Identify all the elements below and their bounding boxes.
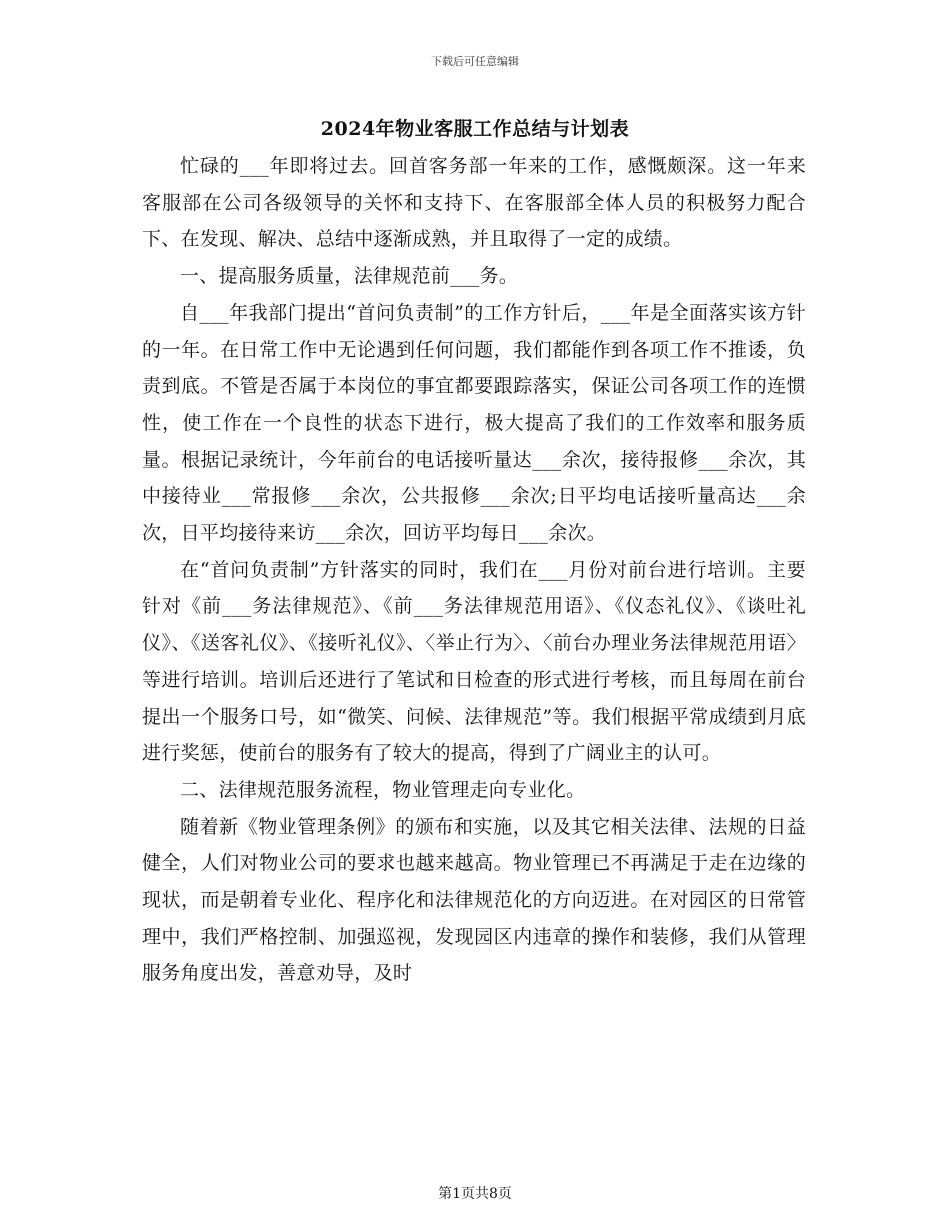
document-title: 2024年物业客服工作总结与计划表 [320, 118, 630, 140]
section-heading-1: 一、提高服务质量，法律规范前___务。 [180, 265, 519, 288]
paragraph-training: 在“首问负责制”方针落实的同时，我们在___月份对前台进行培训。主要针对《前___务法律规范》、《前___务法律规范用语》、《仪态礼仪》、《谈吐礼仪》、《送客礼仪》、《接听礼仪》、〈举止行为〉、〈前台办理业务法律规范用语〉等进行培训。培训后还进行了笔试和日检查的形式进行考核，而且每周在前台提出一个服务口号，如“微笑、问候、法律规范”等。我们根据平常成绩到月底进行奖惩，使前台的服务有了较大的提高，得到了广阔业主的认可。 [142, 558, 806, 765]
header-note: 下载后可任意编辑 [431, 55, 519, 68]
section-heading-2: 二、法律规范服务流程，物业管理走向专业化。 [180, 778, 586, 801]
document-body [142, 148, 806, 992]
paragraph-regulations: 随着新《物业管理条例》的颁布和实施，以及其它相关法律、法规的日益健全，人们对物业公司的要求也越来越高。物业管理已不再满足于走在边缘的现状，而是朝着专业化、程序化和法律规范化的方向迈进。在对园区的日常管理中，我们严格控制、加强巡视，发现园区内违章的操作和装修，我们从管理服务角度出发，善意劝导，及时 [142, 815, 806, 985]
page-number: 第1页共8页 [438, 1186, 512, 1202]
paragraph-service-stats: 自___年我部门提出“首问负责制”的工作方针后，___年是全面落实该方针的一年。在日常工作中无论遇到任何问题，我们都能作到各项工作不推诿，负责到底。不管是否属于本岗位的事宜都要跟踪落实，保证公司各项工作的连惯性，使工作在一个良性的状态下进行，极大提高了我们的工作效率和服务质量。根据记录统计，今年前台的电话接听量达___余次，接待报修___余次，其中接待业___常报修___余次，公共报修___余次;日平均电话接听量高达___余次，日平均接待来访___余次，回访平均每日___余次。 [142, 301, 806, 545]
paragraph-intro: 忙碌的___年即将过去。回首客务部一年来的工作，感慨颇深。这一年来客服部在公司各级领导的关怀和支持下、在客服部全体人员的积极努力配合下、在发现、解决、总结中逐渐成熟，并且取得了一定的成绩。 [142, 155, 806, 251]
